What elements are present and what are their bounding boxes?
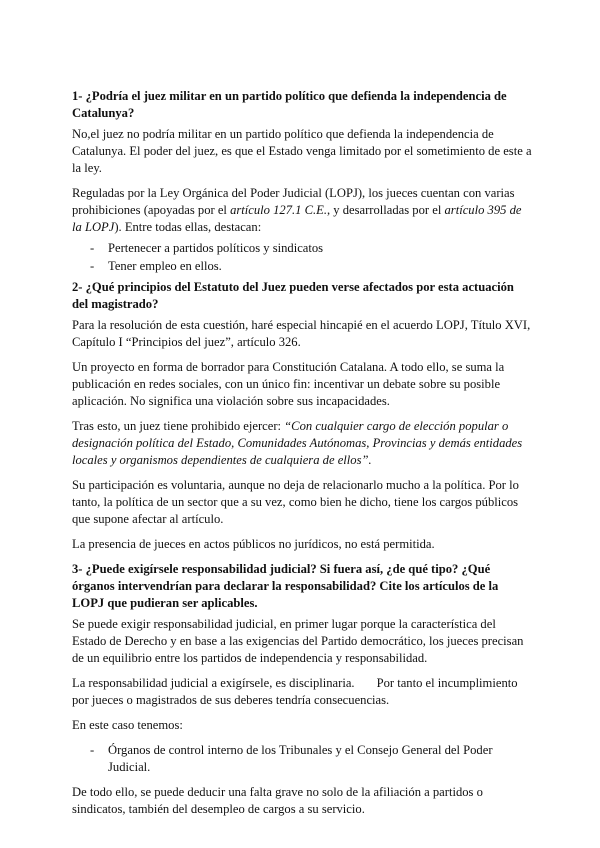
question-2-paragraph-4: Su participación es voluntaria, aunque no deja de relacionarlo mucho a la política. Por lo tanto, la política de un sector que a su vez, como bien he dicho, tiene los cargos públicos que supone afectar al artículo.: [72, 478, 519, 526]
dash-bullet: -: [90, 241, 95, 255]
question-3-paragraph-1: Se puede exigir responsabilidad judicial, en primer lugar porque la característica del Estado de Derecho y en base a las exigencias del Partido democrático, los jueces precisan de un equilibrio entre los partidos de independencia y responsabilidad.: [72, 617, 524, 665]
text-run: Tras esto, un juez tiene prohibido ejercer:: [72, 419, 285, 433]
list-item: [72, 240, 532, 257]
question-1-paragraph-2: [72, 185, 532, 236]
question-3-paragraph-3: En este caso tenemos:: [72, 718, 183, 732]
dash-bullet: -: [90, 259, 95, 273]
question-1-paragraph-1: No,el juez no podría militar en un partido político que defienda la independencia de Catalunya. El poder del juez, es que el Estado venga limitado por el sometimiento de este a la ley.: [72, 127, 532, 175]
question-3-paragraph-4: De todo ello, se puede deducir una falta grave no solo de la afiliación a partidos o sindicatos, también del desempleo de cargos a su servicio.: [72, 785, 483, 816]
question-2-paragraph-5: La presencia de jueces en actos públicos no jurídicos, no está permitida.: [72, 537, 435, 551]
list-item-text: Órganos de control interno de los Tribunales y el Consejo General del Poder Judicial.: [108, 743, 493, 774]
question-2-heading: 2- ¿Qué principios del Estatuto del Juez pueden verse afectados por esta actuación del magistrado?: [72, 280, 514, 311]
list-item-text: Pertenecer a partidos políticos y sindicatos: [108, 241, 324, 255]
question-3-heading: 3- ¿Puede exigírsele responsabilidad judicial? Si fuera así, ¿de qué tipo? ¿Qué órganos intervendrían para declarar la responsabilidad? Cite los artículos de la LOPJ que pudieran ser aplicables.: [72, 562, 499, 610]
question-2-paragraph-1: Para la resolución de esta cuestión, haré especial hincapié en el acuerdo LOPJ, Título XVI, Capítulo I “Principios del juez”, artículo 326.: [72, 318, 531, 349]
article-reference: artículo 395 de la LOPJ: [72, 203, 522, 234]
text-run: La responsabilidad judicial a exigírsele, es disciplinaria.: [72, 676, 355, 690]
question-2-paragraph-2: Un proyecto en forma de borrador para Constitución Catalana. A todo ello, se suma la publicación en redes sociales, con un único fin: incentivar un debate sobre su posible aplicación. No significa una violación sobre sus incapacidades.: [72, 360, 505, 408]
legal-quote: “Con cualquier cargo de elección popular o designación política del Estado, Comunidades Autónomas, Provincias y demás entidades locales y organismos dependientes de cualquiera de ellos”.: [72, 419, 523, 467]
dash-bullet: -: [90, 743, 95, 757]
article-reference: artículo 127.1 C.E.: [230, 203, 327, 217]
list-item: [72, 742, 532, 776]
list-item-text: Tener empleo en ellos.: [108, 259, 222, 273]
text-run: ). Entre todas ellas, destacan:: [114, 220, 262, 234]
question-2-paragraph-3: [72, 418, 532, 469]
question-3-paragraph-2: [72, 675, 532, 709]
prohibitions-list: [72, 240, 532, 275]
text-run: Por tanto el incumplimiento por jueces o magistrados de sus deberes tendría consecuencias.: [72, 676, 518, 707]
organs-list: [72, 742, 532, 776]
text-run: Reguladas por la Ley Orgánica del Poder Judicial (LOPJ), los jueces cuentan con varias prohibiciones (apoyadas por el: [72, 186, 515, 217]
text-run: , y desarrolladas por el: [326, 203, 445, 217]
list-item: [72, 258, 532, 275]
question-1-heading: 1- ¿Podría el juez militar en un partido político que defienda la independencia de Catalunya?: [72, 89, 507, 120]
